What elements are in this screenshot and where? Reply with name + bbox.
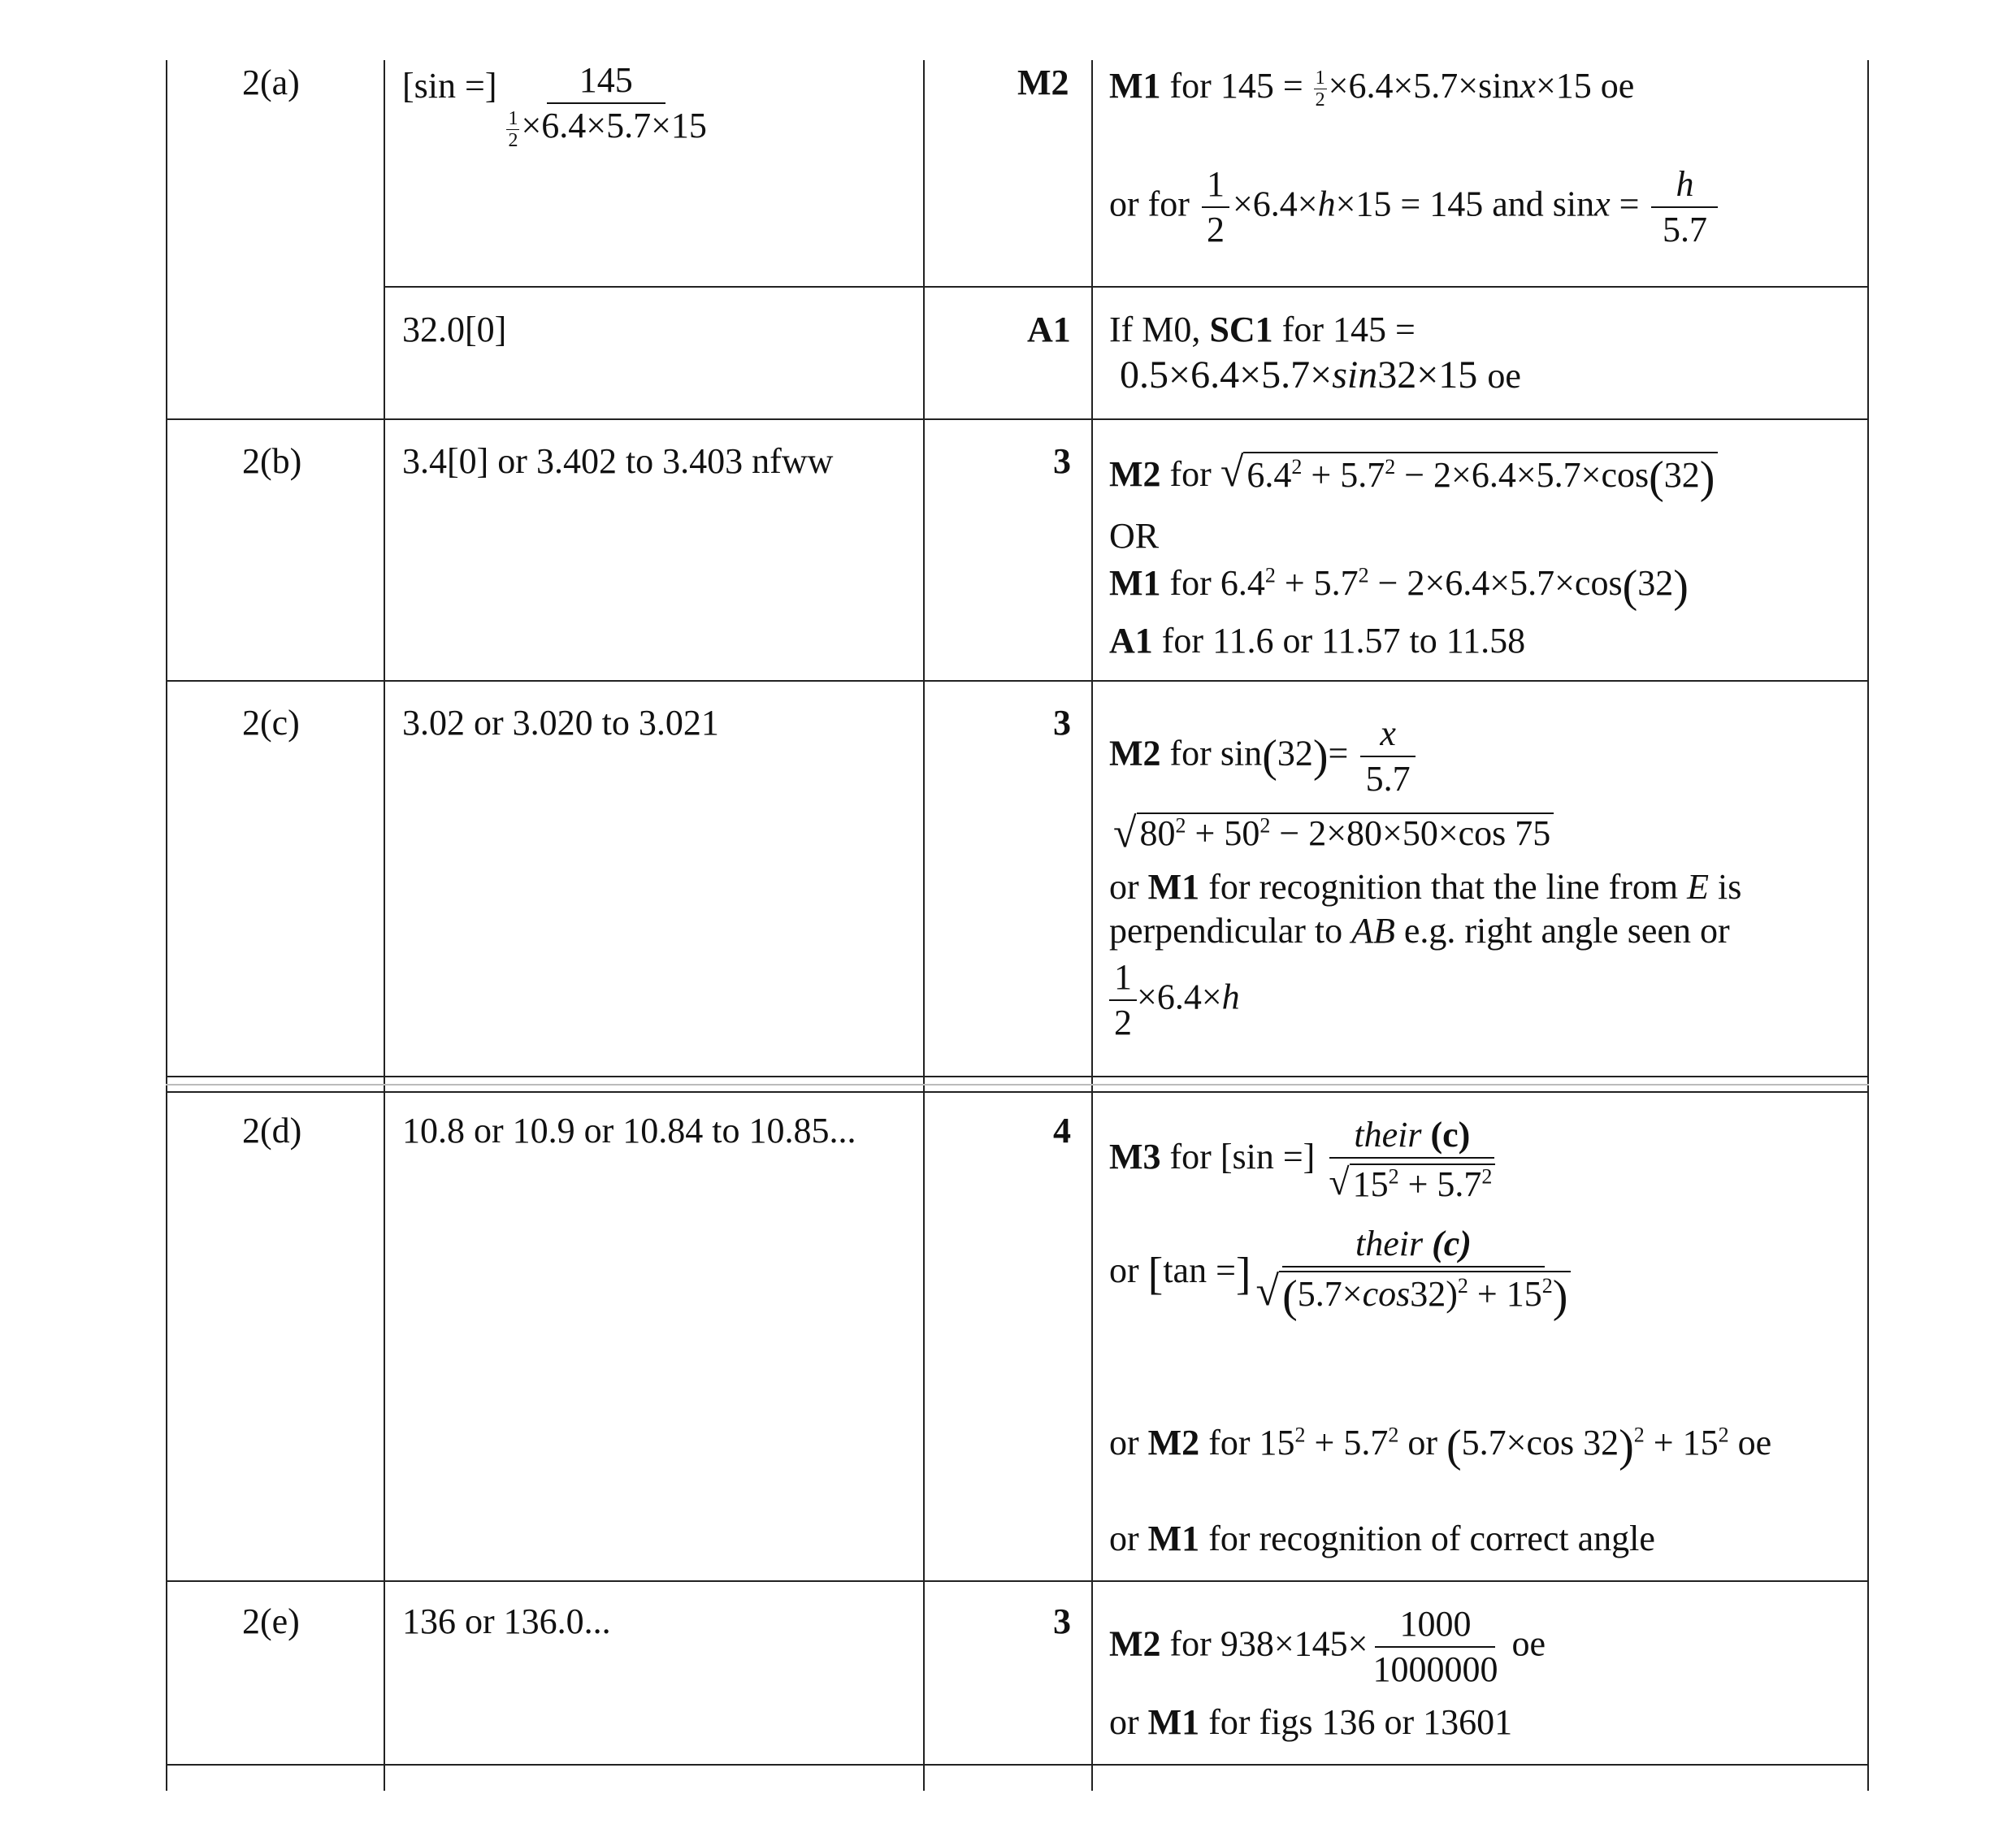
table-divider-answer — [384, 60, 385, 1791]
table-divider-marks — [923, 60, 925, 1791]
their-c-fraction: their (c) √ $15^2 + 5.7^2$ — [1324, 1116, 1500, 1204]
guidance-m2-line: M2 for sin(32)= $\frac{x}{5.7}$ — [1109, 715, 1419, 798]
guidance-m2-line: M2 for 938×145× $\frac{1000}{1000000}$ oe — [1109, 1604, 1546, 1690]
h-over-fraction: $\frac{h}{5.7}$ — [1651, 166, 1718, 249]
guidance-or-line: OR — [1109, 516, 1160, 556]
answer-prefix: [sin =] — [402, 66, 497, 106]
answer-cell: 136 or 136.0... — [402, 1601, 611, 1641]
square-root: √ $6.4^2 + 5.7^2 - 2\times 6.4\times 5.7\times\cos(32)$ — [1220, 452, 1719, 504]
guidance-sqrt-line — [1113, 809, 1554, 855]
square-root: √ $(5.7\times\cos 32)^2 + 15^2$) — [1256, 1271, 1572, 1323]
half-fraction-large: $\frac{1}{2}$ — [1202, 166, 1229, 249]
square-root: √ $80^2 + 50^2 - 2\times 80\times 50\times\cos$ 75 — [1113, 812, 1554, 855]
answer-numerator: 145 — [547, 62, 665, 104]
half-fraction: $\frac{1}{2}$ — [508, 107, 518, 151]
guidance-a1-line: A1 for 11.6 or 11.57 to 11.58 — [1109, 621, 1526, 661]
volume-fraction: $\frac{1000}{1000000}$ — [1372, 1604, 1498, 1690]
marks-cell: M2 — [1017, 63, 1069, 102]
question-number: 2(c) — [242, 703, 300, 743]
guidance-m1-line: or M1 for recognition of correct angle — [1109, 1519, 1655, 1558]
marks-cell: 3 — [1053, 703, 1071, 743]
row-divider-end — [166, 1764, 1869, 1766]
guidance-m1-line: or M1 for recognition that the line from E is — [1109, 867, 1742, 907]
answer-cell: 10.8 or 10.9 or 10.84 to 10.85... — [402, 1111, 856, 1150]
row-divider-e — [166, 1580, 1869, 1582]
marks-cell: 3 — [1053, 1601, 1071, 1641]
square-root: √ $15^2 + 5.7^2$ — [1329, 1164, 1495, 1204]
row-divider-d3 — [166, 1091, 1869, 1093]
half-fraction-large: $\frac{1}{2}$ — [1109, 959, 1137, 1042]
answer-cell — [402, 60, 715, 151]
marks-cell: 3 — [1053, 441, 1071, 481]
guidance-line-1: M1 for 145 = $\frac{1}{2}$ ×6.4×5.7×sinx×15 oe — [1109, 66, 1635, 111]
guidance-m2-line: or M2 for $15^2 + 5.7^2$ or (5.7×cos $32)^2 + 15^2$ oe — [1109, 1420, 1772, 1471]
answer-cell: 3.4[0] or 3.402 to 3.403 nfww — [402, 441, 834, 481]
guidance-line-1: If M0, SC1 for 145 = — [1109, 310, 1416, 349]
guidance-line-2: or for $\frac{1}{2}$ ×6.4×h×15 = 145 and sinx = $\frac{h}{5.7}$ — [1109, 166, 1721, 249]
guidance-tan-line: or [tan =] their (c) √ $(5.7\times\cos 32)^2 + 15^2$) — [1109, 1225, 1576, 1323]
answer-cell: 32.0[0] — [402, 310, 507, 349]
answer-fraction — [500, 62, 711, 150]
table-border-right — [1867, 60, 1869, 1791]
table-divider-guidance — [1091, 60, 1093, 1791]
guidance-half-line: $\frac{1}{2}$ ×6.4×h — [1109, 959, 1240, 1042]
answer-denominator: $\frac{1}{2}$ ×6.4×5.7×15 — [508, 106, 707, 151]
row-divider-a-inner — [384, 286, 1869, 288]
question-number: 2(d) — [242, 1111, 302, 1150]
their-c-tan-fraction: their (c) √ $(5.7\times\cos 32)^2 + 15^2$) — [1251, 1225, 1576, 1323]
guidance-line-2: 0.5×6.4×5.7×sin32×15 oe — [1120, 353, 1521, 396]
question-number: 2(b) — [242, 441, 302, 481]
table-border-left — [166, 60, 167, 1791]
row-divider-c — [166, 680, 1869, 682]
half-fraction: $\frac{1}{2}$ — [1315, 67, 1325, 111]
guidance-m1-line: M1 for $6.4^2 + 5.7^2 - 2\times 6.4\times 5.7\times\cos(32)$ — [1109, 561, 1689, 612]
marks-cell: 4 — [1053, 1111, 1071, 1150]
question-number: 2(e) — [242, 1601, 300, 1641]
guidance-m3-line: M3 for [sin =] their (c) √ $15^2 + 5.7^2$ — [1109, 1116, 1500, 1204]
answer-cell: 3.02 or 3.020 to 3.021 — [402, 703, 719, 743]
marks-cell: A1 — [1027, 310, 1071, 349]
row-divider-d1 — [166, 1076, 1869, 1077]
row-divider-b — [166, 418, 1869, 420]
row-divider-d2 — [166, 1084, 1869, 1086]
guidance-perpendicular-line: perpendicular to AB e.g. right angle seen or — [1109, 911, 1730, 951]
x-over-fraction: $\frac{x}{5.7}$ — [1360, 715, 1416, 798]
guidance-m2-line: M2 for √ $6.4^2 + 5.7^2 - 2\times 6.4\times 5.7\times\cos(32)$ — [1109, 452, 1718, 504]
question-number: 2(a) — [242, 63, 300, 102]
guidance-m1-line: or M1 for figs 136 or 13601 — [1109, 1702, 1513, 1742]
